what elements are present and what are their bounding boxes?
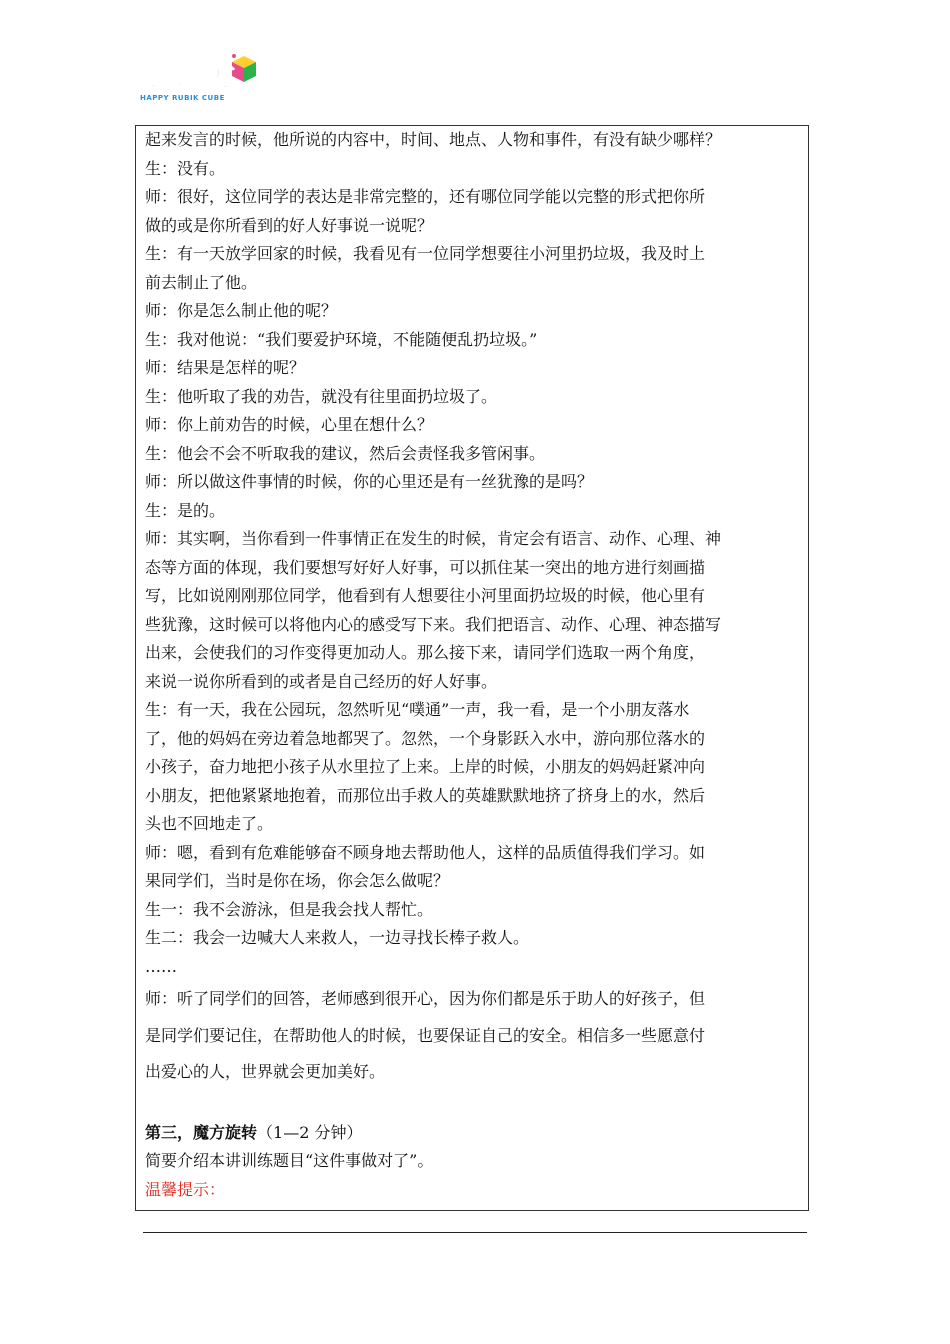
footer-divider [143,1232,807,1233]
text-line: 师：你是怎么制止他的呢？ [145,301,338,320]
text-line: 生二：我会一边喊大人来救人，一边寻找长棒子救人。 [145,928,530,947]
text-line: 态等方面的体现，我们要想写好好人好事，可以抓住某一突出的地方进行刻画描 [145,557,706,577]
text-line: 果同学们，当时是你在场，你会怎么做呢？ [145,871,450,890]
logo-text: 快乐魔方 [130,62,234,93]
closing-line: 是同学们要记住，在帮助他人的时候，也要保证自己的安全。相信多一些愿意付 [145,1025,706,1045]
ellipsis-line: …… [145,956,177,976]
closing-line: 师：听了同学们的回答，老师感到很开心，因为你们都是乐于助人的好孩子，但 [145,989,706,1008]
spacer [145,1091,799,1119]
section-title: 第三，魔方旋转 [145,1122,258,1142]
logo-subtext: HAPPY RUBIK CUBE [140,94,225,102]
text-line: 师：嗯，看到有危难能够奋不顾身地去帮助他人，这样的品质值得我们学习。如 [145,842,706,862]
rubik-cube-icon [232,54,256,82]
text-line: 做的或是你所看到的好人好事说一说呢？ [145,215,434,235]
text-line: 生一：我不会游泳，但是我会找人帮忙。 [145,899,434,919]
text-line: 师：你上前劝告的时候，心里在想什么？ [145,415,434,434]
text-line: 生：他听取了我的劝告，就没有往里面扔垃圾了。 [145,386,498,406]
happy-rubik-cube-logo [128,52,260,104]
text-line: 生：有一天，我在公园玩，忽然听见“噗通”一声，我一看，是一个小朋友落水 [145,700,690,719]
text-line: 师：其实啊，当你看到一件事情正在发生的时候，肯定会有语言、动作、心理、神 [145,529,722,548]
text-line: 写，比如说刚刚那位同学，他看到有人想要往小河里面扔垃圾的时候，他心里有 [145,586,706,605]
text-line: 起来发言的时候，他所说的内容中，时间、地点、人物和事件，有没有缺少哪样？ [145,130,722,149]
text-line: 来说一说你所看到的或者是自己经历的好人好事。 [145,671,498,691]
text-line: 了，他的妈妈在旁边着急地都哭了。忽然，一个身影跃入水中，游向那位落水的 [145,728,706,748]
text-line: 前去制止了他。 [145,272,258,292]
text-line: 生：是的。 [145,500,226,520]
lesson-content-box [135,125,809,1211]
text-line: 生：没有。 [145,158,226,178]
text-line: 生：他会不会不听取我的建议，然后会责怪我多管闲事。 [145,443,546,463]
text-line: 小孩子，奋力地把小孩子从水里拉了上来。上岸的时候，小朋友的妈妈赶紧冲向 [145,757,706,776]
warm-tip-label: 温馨提示： [145,1179,226,1199]
text-line: 师：所以做这件事情的时候，你的心里还是有一丝犹豫的是吗？ [145,472,594,491]
section-intro: 简要介绍本讲训练题目“这件事做对了”。 [145,1151,434,1170]
section-duration: （1—2 分钟） [257,1122,363,1142]
text-line: 出来，会使我们的习作变得更加动人。那么接下来，请同学们选取一两个角度， [145,643,706,662]
text-line: 生：有一天放学回家的时候，我看见有一位同学想要往小河里扔垃圾，我及时上 [145,244,706,263]
text-line: 头也不回地走了。 [145,814,274,833]
text-line: 师：很好，这位同学的表达是非常完整的，还有哪位同学能以完整的形式把你所 [145,187,706,206]
text-line: 生：我对他说：“我们要爱护环境，不能随便乱扔垃圾。” [145,329,538,349]
closing-line: 出爱心的人，世界就会更加美好。 [145,1062,386,1081]
text-line: 小朋友，把他紧紧地抱着，而那位出手救人的英雄默默地挤了挤身上的水，然后 [145,785,706,805]
text-line: 师：结果是怎样的呢？ [145,358,306,377]
section-heading [145,1119,799,1148]
text-line: 些犹豫，这时候可以将他内心的感受写下来。我们把语言、动作、心理、神态描写 [145,614,722,634]
